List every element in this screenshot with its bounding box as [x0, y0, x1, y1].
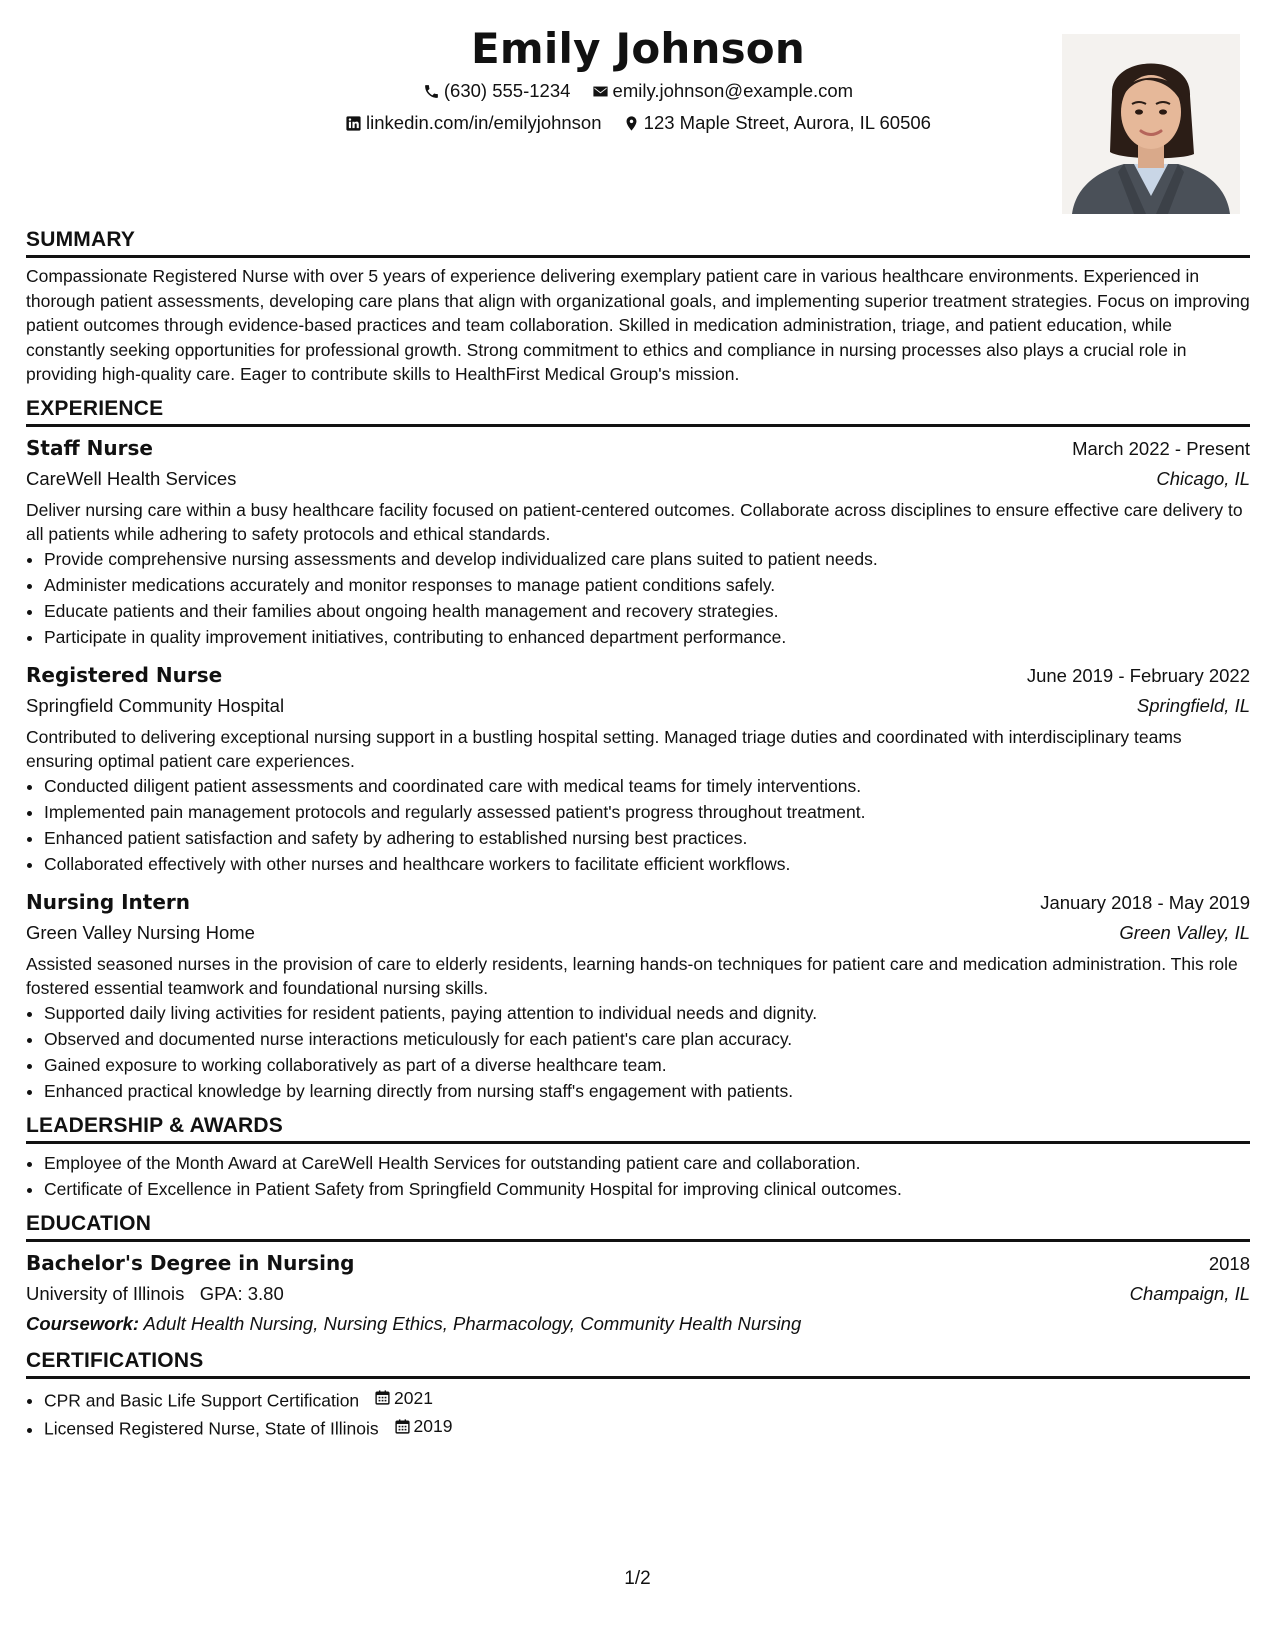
job-dates: March 2022 - Present	[1072, 437, 1250, 459]
list-item: • Certificate of Excellence in Patient Safety from Springfield Community Hospital for improving clinical outcomes.	[44, 1176, 1250, 1202]
certifications-list	[26, 1385, 1250, 1442]
awards-heading: LEADERSHIP & AWARDS	[26, 1114, 1250, 1144]
summary-heading: SUMMARY	[26, 228, 1250, 258]
list-item	[44, 1413, 1250, 1442]
list-item: • Educate patients and their families about ongoing health management and recovery strategies.	[44, 598, 1250, 624]
map-pin-icon	[623, 115, 640, 132]
calendar-icon	[394, 1418, 411, 1435]
job-location: Chicago, IL	[1156, 467, 1250, 489]
list-item: • Enhanced patient satisfaction and safety by adhering to established nursing best practices.	[44, 825, 1250, 851]
list-item: • Employee of the Month Award at CareWell Health Services for outstanding patient care and collaboration.	[44, 1150, 1250, 1176]
list-item: • Conducted diligent patient assessments and coordinated care with medical teams for timely interventions.	[44, 773, 1250, 799]
portrait-image	[1062, 34, 1240, 214]
job-entry	[26, 660, 1250, 877]
candidate-name: Emily Johnson	[471, 24, 805, 73]
coursework-label: Coursework:	[26, 1312, 140, 1334]
certification-year-text: 2019	[413, 1416, 453, 1436]
job-description: Contributed to delivering exceptional nursing support in a bustling hospital setting. Managed triage duties and coordinated with interdisciplinary teams ensuring optimal patient care experiences.	[26, 726, 1182, 771]
list-item: • Provide comprehensive nursing assessments and develop individualized care plans suited to patient needs.	[44, 546, 1250, 572]
job-description: Deliver nursing care within a busy healthcare facility focused on patient-centered outcomes. Collaborate across disciplines to ensure effective care delivery to all patients while adhering to safety protocols and ethical standards.	[26, 499, 1243, 544]
phone-contact	[423, 80, 571, 102]
school-line	[26, 1279, 284, 1309]
job-description: Assisted seasoned nurses in the provision of care to elderly residents, learning hands-on techniques for patient care and medication administration. This role fostered essential teamwork and foundational nursing skills.	[26, 953, 1238, 998]
page-number: 1/2	[624, 1568, 651, 1589]
job-bullets	[26, 1000, 1250, 1104]
phone-icon	[423, 83, 440, 100]
certification-year	[394, 1413, 453, 1439]
experience-heading: EXPERIENCE	[26, 397, 1250, 427]
profile-photo	[1062, 34, 1240, 214]
linkedin-contact[interactable]	[345, 112, 601, 134]
summary-text: Compassionate Registered Nurse with over 5 years of experience delivering exemplary patient care in various healthcare environments. Experienced in thorough patient assessments, developing care plans that align with organizational goals, and implementing superior treatment strategies. Focus on improving patient outcomes through evidence-based practices and team collaboration. Skilled in medication administration, triage, and patient education, while constantly seeking opportunities for professional growth. Strong commitment to ethics and compliance in nursing processes also plays a crucial role in providing high-quality care. Eager to contribute skills to HealthFirst Medical Group's mission.	[26, 266, 1250, 384]
certification-year	[374, 1385, 433, 1411]
coursework-text: Adult Health Nursing, Nursing Ethics, Pharmacology, Community Health Nursing	[143, 1312, 802, 1334]
list-item: • Implemented pain management protocols and regularly assessed patient's progress throughout treatment.	[44, 799, 1250, 825]
certification-name: CPR and Basic Life Support Certification	[44, 1390, 360, 1410]
job-dates: June 2019 - February 2022	[1026, 664, 1250, 686]
degree-title: Bachelor's Degree in Nursing	[26, 1250, 355, 1275]
linkedin-text[interactable]: linkedin.com/in/emilyjohnson	[366, 112, 602, 133]
job-title: Registered Nurse	[26, 662, 223, 687]
awards-list	[26, 1150, 1250, 1202]
email-text[interactable]: emily.johnson@example.com	[612, 80, 854, 101]
certifications-heading: CERTIFICATIONS	[26, 1349, 1250, 1379]
degree-year: 2018	[1208, 1252, 1250, 1274]
school-location: Champaign, IL	[1129, 1282, 1250, 1304]
resume-page	[26, 20, 1250, 1630]
coursework-line	[26, 1309, 1250, 1339]
job-company: Green Valley Nursing Home	[26, 921, 255, 943]
school-name: University of Illinois	[26, 1282, 185, 1304]
resume-header	[26, 20, 1250, 220]
envelope-icon	[592, 83, 609, 100]
list-item: • Administer medications accurately and monitor responses to manage patient conditions safely.	[44, 572, 1250, 598]
list-item: • Collaborated effectively with other nurses and healthcare workers to facilitate efficient workflows.	[44, 851, 1250, 877]
certification-name: Licensed Registered Nurse, State of Illinois	[44, 1418, 379, 1439]
linkedin-icon	[345, 115, 362, 132]
education-heading: EDUCATION	[26, 1212, 1250, 1242]
job-dates: January 2018 - May 2019	[1040, 891, 1250, 913]
job-title: Nursing Intern	[26, 889, 191, 914]
job-location: Green Valley, IL	[1119, 921, 1250, 943]
job-location: Springfield, IL	[1136, 694, 1250, 716]
job-bullets	[26, 546, 1250, 650]
list-item: • Enhanced practical knowledge by learning directly from nursing staff's engagement with patients.	[44, 1078, 1250, 1104]
list-item: • Observed and documented nurse interactions meticulously for each patient's care plan accuracy.	[44, 1026, 1250, 1052]
list-item	[44, 1385, 1250, 1414]
job-company: CareWell Health Services	[26, 467, 237, 489]
email-contact[interactable]	[592, 80, 854, 102]
job-company: Springfield Community Hospital	[26, 694, 285, 716]
address-contact	[623, 112, 931, 134]
list-item: • Supported daily living activities for resident patients, paying attention to individual needs and dignity.	[44, 1000, 1250, 1026]
list-item: • Gained exposure to working collaboratively as part of a diverse healthcare team.	[44, 1052, 1250, 1078]
job-entry	[26, 887, 1250, 1104]
list-item: • Participate in quality improvement initiatives, contributing to enhanced department performance.	[44, 624, 1250, 650]
calendar-icon	[374, 1389, 391, 1406]
address-text: 123 Maple Street, Aurora, IL 60506	[643, 112, 931, 133]
education-entry	[26, 1248, 1250, 1339]
job-title: Staff Nurse	[26, 435, 153, 460]
gpa: GPA: 3.80	[199, 1282, 284, 1304]
job-bullets	[26, 773, 1250, 877]
job-entry	[26, 433, 1250, 650]
phone-text: (630) 555-1234	[443, 80, 571, 101]
certification-year-text: 2021	[394, 1387, 433, 1408]
